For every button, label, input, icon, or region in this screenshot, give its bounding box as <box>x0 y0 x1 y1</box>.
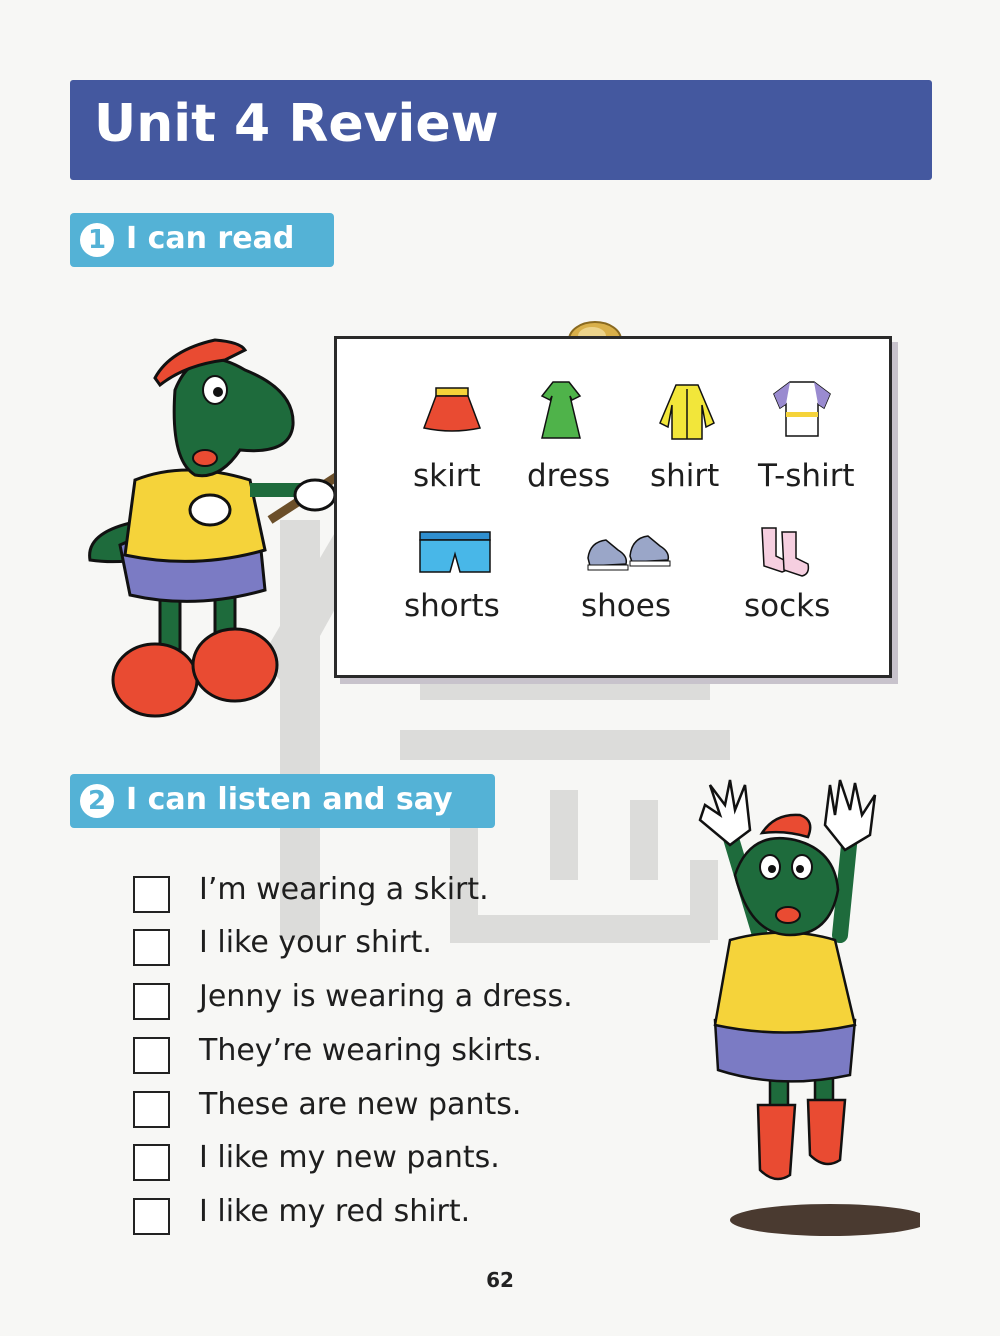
vocab-word-shirt: shirt <box>650 458 720 494</box>
section-1-number: 1 <box>80 223 114 257</box>
vocab-word-shorts: shorts <box>404 588 500 624</box>
sentence-text: I’m wearing a skirt. <box>199 872 489 907</box>
dino-teacher-icon <box>75 330 375 725</box>
sentence-text: Jenny is wearing a dress. <box>199 979 573 1014</box>
checkbox[interactable] <box>133 929 170 966</box>
page-number: 62 <box>486 1268 514 1292</box>
section-1-tab <box>70 213 334 267</box>
dress-icon <box>540 380 582 440</box>
page-title: Unit 4 Review <box>94 94 499 154</box>
sentence-text: I like your shirt. <box>199 925 432 960</box>
checkbox[interactable] <box>133 876 170 913</box>
shirt-icon <box>658 383 716 441</box>
socks-icon <box>756 526 814 578</box>
checkbox[interactable] <box>133 1037 170 1074</box>
vocab-word-socks: socks <box>744 588 831 624</box>
skirt-icon <box>422 386 482 432</box>
sentence-text: I like my new pants. <box>199 1140 500 1175</box>
shoes-icon <box>586 528 672 572</box>
section-1-label: I can read <box>126 221 295 256</box>
section-2-label: I can listen and say <box>126 782 453 817</box>
section-2-tab <box>70 774 495 828</box>
title-bar <box>70 80 932 180</box>
sentence-text: These are new pants. <box>199 1087 522 1122</box>
checkbox[interactable] <box>133 1198 170 1235</box>
dino-jumping-icon <box>690 775 920 1240</box>
shorts-icon <box>418 530 492 574</box>
tshirt-icon <box>772 380 832 438</box>
vocab-word-shoes: shoes <box>581 588 671 624</box>
vocab-word-tshirt: T-shirt <box>758 458 855 494</box>
sentence-text: They’re wearing skirts. <box>199 1033 542 1068</box>
checkbox[interactable] <box>133 983 170 1020</box>
sentence-text: I like my red shirt. <box>199 1194 471 1229</box>
vocab-word-skirt: skirt <box>413 458 481 494</box>
section-2-number: 2 <box>80 784 114 818</box>
checkbox[interactable] <box>133 1144 170 1181</box>
checkbox[interactable] <box>133 1091 170 1128</box>
vocab-word-dress: dress <box>527 458 611 494</box>
